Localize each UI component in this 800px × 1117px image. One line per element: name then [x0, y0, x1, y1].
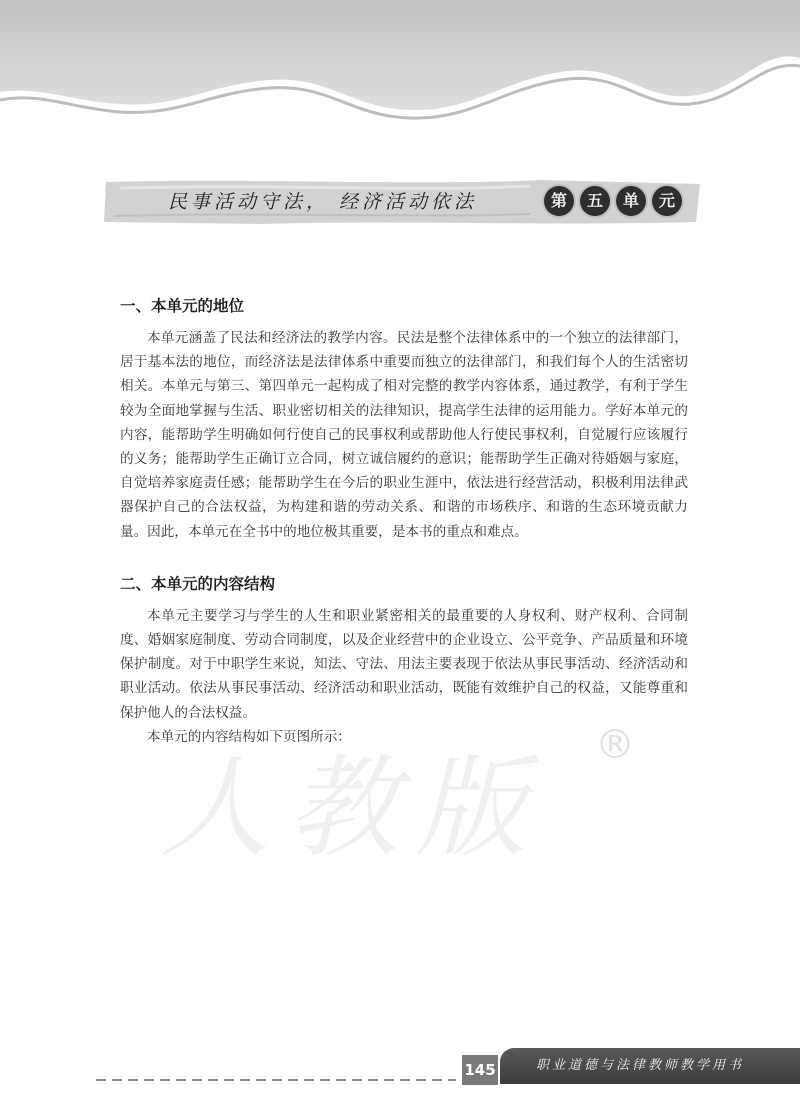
watermark-text: 人教版 — [160, 744, 544, 872]
main-content — [120, 294, 688, 749]
book-title: 职业道德与法律教师教学用书 — [500, 1048, 800, 1084]
unit-badge-char: 第 — [544, 186, 574, 216]
registered-mark: ® — [595, 722, 635, 768]
page-number: 145 — [462, 1055, 498, 1085]
section-paragraph: 本单元的内容结构如下页图所示： — [147, 728, 351, 745]
section-paragraph: 本单元主要学习与学生的人生和职业紧密相关的最重要的人身权利、财产权利、合同制度、婚姻家庭制度、劳动合同制度，以及企业经营中的企业设立、公平竞争、产品质量和环境保护制度。对于中职学生来说，知法、守法、用法主要表现于依法从事民事活动、经济活动和职业活动。依法从事民事活动、经济活动和职业活动，既能有效维护自己的权益，又能尊重和保护他人的合法权益。 — [120, 607, 688, 721]
page-footer — [0, 1040, 800, 1117]
unit-badge-char: 单 — [616, 186, 646, 216]
section-heading: 一、本单元的地位 — [120, 297, 245, 315]
unit-banner — [100, 176, 700, 226]
header-wave-decoration — [0, 0, 800, 130]
unit-badge-char: 元 — [652, 186, 682, 216]
unit-title: 民事活动守法， 经济活动依法 — [168, 191, 478, 213]
unit-badge — [544, 184, 688, 218]
unit-badge-char: 五 — [580, 186, 610, 216]
section-heading: 二、本单元的内容结构 — [120, 574, 276, 593]
footer-dashed-line — [96, 1078, 456, 1082]
section-paragraph: 本单元涵盖了民法和经济法的教学内容。民法是整个法律体系中的一个独立的法律部门，居于基本法的地位，而经济法是法律体系中重要而独立的法律部门，和我们每个人的生活密切相关。本单元与第三、第四单元一起构成了相对完整的教学内容体系，通过教学，有利于学生较为全面地掌握与生活、职业密切相关的法律知识，提高学生法律的运用能力。学好本单元的内容，能帮助学生明确如何行使自己的民事权利或帮助他人行使民事权利，自觉履行应该履行的义务；能帮助学生正确订立合同，树立诚信履约的意识；能帮助学生正确对待婚姻与家庭，自觉培养家庭责任感；能帮助学生在今后的职业生涯中，依法进行经营活动，积极利用法律武器保护自己的合法权益，为构建和谐的劳动关系、和谐的市场秩序、和谐的生态环境贡献力量。因此，本单元在全书中的地位极其重要，是本书的重点和难点。 — [120, 330, 688, 540]
